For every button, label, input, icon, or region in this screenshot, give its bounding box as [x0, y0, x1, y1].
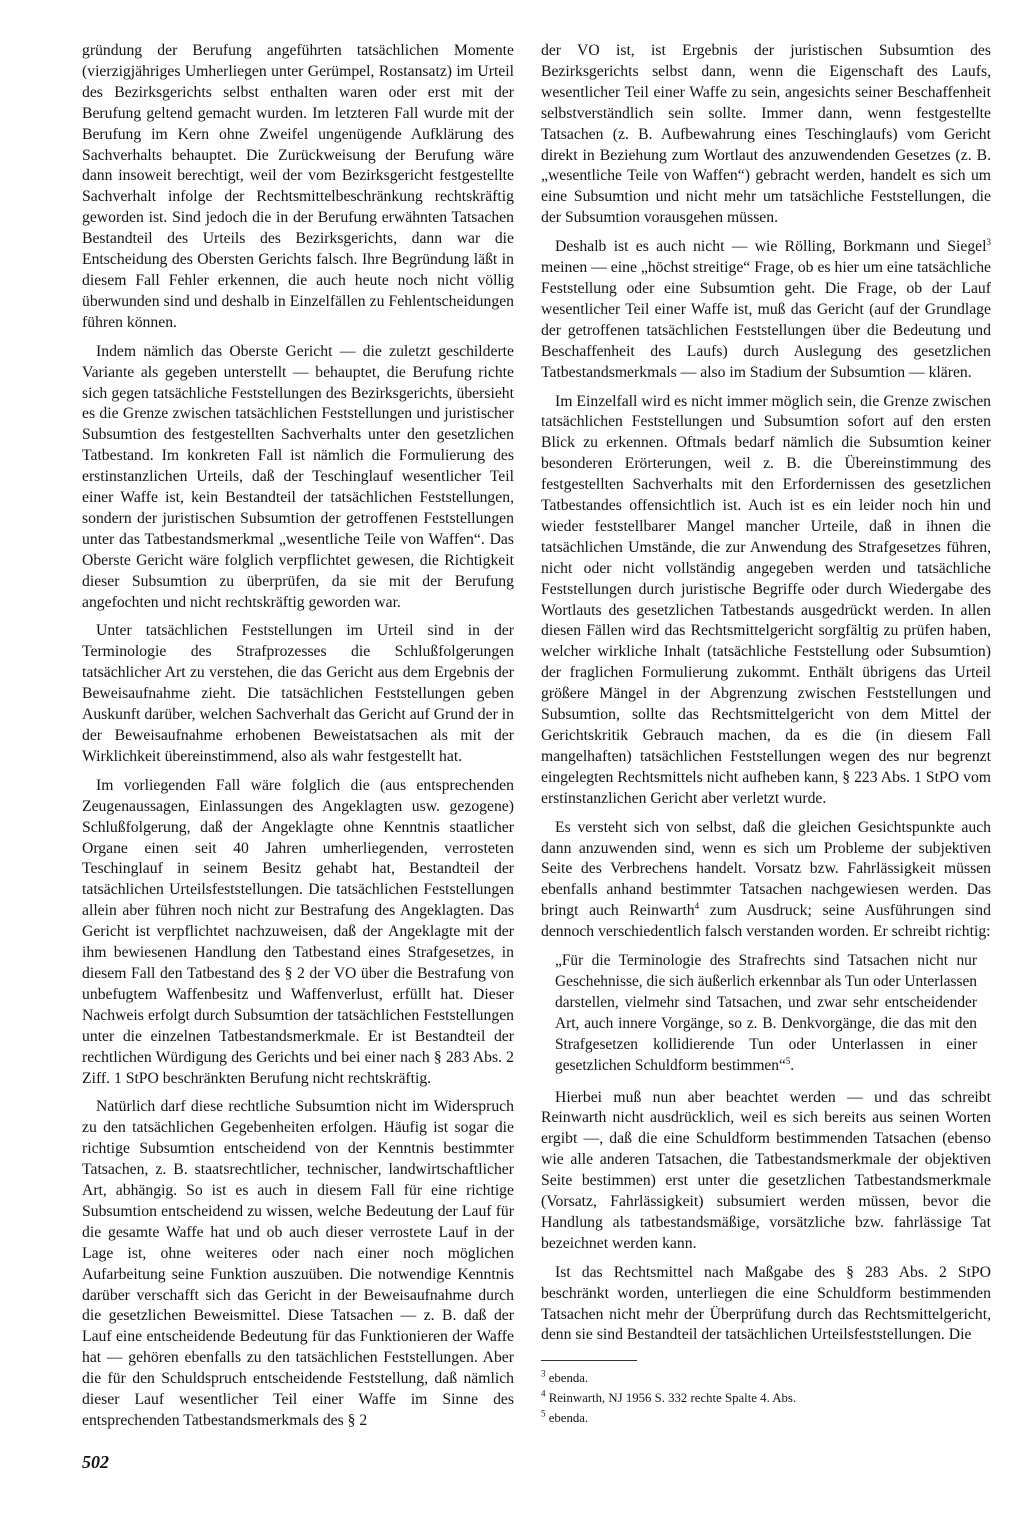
paragraph-text: zum Ausdruck; seine Ausführungen sind dennoch verschiedentlich falsch verstanden worden. Er schreibt richtig: — [541, 902, 991, 941]
paragraph-text: Es versteht sich von selbst, daß die gleichen Gesichtspunkte auch dann anzuwenden sind, wenn es sich um Probleme der subjektiven Seite des Verbrechens handelt. Vorsatz bzw. Fahrlässigkeit müssen ebenfalls anhand bestimmter Tatsachen nachgewiesen werden. Das bringt auch Reinwarth — [541, 818, 991, 920]
quote-text: „Für die Terminologie des Strafrechts sind Tatsachen nicht nur Geschehnisse, die sich äußerlich erkennbar als Tun oder Unterlassen darstellen, vielmehr sind Tatsachen, und zwar sehr entscheidender Art, auch innere Vorgänge, so z. B. Denkvorgänge, die das mit den Strafgesetzen kollidierende Tun oder Unterlassen in einer gesetzlichen Schuldform bestimmen“ — [555, 952, 977, 1074]
paragraph: Natürlich darf diese rechtliche Subsumtion nicht im Widerspruch zu den tatsächlichen Gegebenheiten erfolgen. Häufig ist sogar die richtige Subsumtion entscheidend von der Kenntnis bestimmter Tatsachen, z. B. staatsrechtlicher, technischer, landwirtschaftlicher Art, abhängig. So ist es auch in diesem Fall für eine richtige Subsumtion entscheidend zu wissen, welche Bedeutung der Lauf für die gesamte Waffe hat und ob auch dieser verrostete Lauf in der Lage ist, ohne weiteres oder nach einer noch möglichen Aufarbeitung seine Funktion auszuüben. Die notwendige Kenntnis darüber verschafft sich das Gericht in der Beweisaufnahme durch die gesetzlichen Beweismittel. Diese Tatsachen — z. B. daß der Lauf eine entscheidende Bedeutung für das Funktionieren der Waffe hat — gehören ebenfalls zu den tatsächlichen Feststellungen. Aber die für den Schuldspruch entscheidende Feststellung, daß nämlich dieser Lauf wesentlicher Teil einer Waffe im Sinne des entsprechenden Tatbestandsmerkmals des § 2 — [82, 1098, 514, 1429]
footnote-ref[interactable]: 3 — [986, 236, 991, 247]
footnote-text: ebenda. — [548, 1411, 589, 1426]
footnote-number: 4 — [541, 1389, 546, 1400]
paragraph-text: meinen — eine „höchst streitige“ Frage, ob es hier um eine tatsächliche Feststellung oder eine Subsumtion geht. Die Frage, ob der Lauf wesentlicher Teil einer Waffe ist, muß das Gericht (auf der Grundlage der getroffenen tatsächlichen Feststellungen über die Bedeutung und Beschaffenheit des Laufs) durch Auslegung des gesetzlichen Tatbestandsmerkmals — also im Stadium der Subsumtion — klären. — [541, 259, 991, 381]
paragraph: gründung der Berufung angeführten tatsächlichen Momente (vierzigjähriges Umherliegen unter Gerümpel, Rostansatz) im Urteil des Bezirksgerichts selbst enthalten waren oder erst mit der Berufung geltend gemacht wurden. Im letzteren Fall wurde mit der Berufung im Kern ohne Zweifel ungenügende Aufklärung des Sachverhalts behauptet. Die Zurückweisung der Berufung wäre dann insoweit berechtigt, weil der vom Bezirksgericht festgestellte Sachverhalt infolge der Rechtsmittelbeschränkung rechtskräftig geworden ist. Sind jedoch die in der Berufung erwähnten Tatsachen Bestandteil des Urteils des Bezirksgerichts, dann war die Entscheidung des Obersten Gerichts falsch. Ihre Begründung läßt in diesem Fall Fehler erkennen, die auch heute noch nicht völlig überwunden sind und deshalb in Einzelfällen zu Fehlentscheidungen führen können. — [82, 42, 514, 331]
page-number: 502 — [82, 1452, 109, 1472]
footnote — [541, 1388, 991, 1408]
footnote — [541, 1408, 991, 1428]
paragraph: Ist das Rechtsmittel nach Maßgabe des § 283 Abs. 2 StPO beschränkt worden, unterliegen die eine Schuldform bestimmenden Tatsachen nicht mehr der Überprüfung durch das Rechtsmittelgericht, denn sie sind Bestandteil der tatsächlichen Urteilsfeststellungen. Die — [541, 1263, 991, 1344]
footnote-text: ebenda. — [548, 1371, 589, 1386]
left-column — [82, 41, 514, 1440]
footnote-number: 3 — [541, 1369, 546, 1380]
paragraph: der VO ist, ist Ergebnis der juristischen Subsumtion des Bezirksgerichts selbst dann, wenn die Eigenschaft des Laufs, wesentlicher Teil einer Waffe zu sein, angesichts seiner Beschaffenheit selbstverständlich sein sollte. Immer dann, wenn festgestellte Tatsachen (z. B. Aufbewahrung eines Teschinglaufs) vom Gericht direkt in Beziehung zum Wortlaut des anzuwendenden Gesetzes (z. B. „wesentliche Teile von Waffen“) gebracht werden, handelt es sich um eine Subsumtion und nicht mehr um tatsächliche Feststellungen, die der Subsumtion vorausgehen müssen. — [541, 42, 991, 227]
footnote-ref[interactable]: 4 — [694, 901, 700, 912]
paragraph: Im Einzelfall wird es nicht immer möglich sein, die Grenze zwischen tatsächlichen Feststellungen und Subsumtion sofort auf den ersten Blick zu erkennen. Oftmals bedarf nämlich die Subsumtion keiner besonderen Erörterungen, weil z. B. die Übereinstimmung des festgestellten Sachverhalts mit den Erfordernissen des gesetzlichen Tatbestandes offensichtlich ist. Auch ist es ein leider noch hin und wieder feststellbarer Mangel mancher Urteile, daß in ihnen die tatsächlichen Umstände, die zur Anwendung des Strafgesetzes führen, nicht oder nicht vollständig angegeben werden und tatsächliche Feststellungen durch juristische Begriffe oder durch Wiedergabe des Wortlauts des gesetzlichen Tatbestands ausgedrückt werden. In allen diesen Fällen wird das Rechtsmittelgericht sorgfältig zu prüfen haben, welcher wirkliche Inhalt (tatsächliche Feststellung oder Subsumtion) der fraglichen Formulierung zukommt. Enthält übrigens das Urteil größere Mängel in der Abgrenzung zwischen Feststellungen und Subsumtion, sollte das Rechtsmittelgericht von dem Mittel der Gerichtskritik Gebrauch machen, da es die (in diesem Fall mangelhaften) tatsächlichen Feststellungen wegen des nur begrenzt eingelegten Rechtsmittels nicht aufheben kann, § 223 Abs. 1 StPO vom erstinstanzlichen Gericht aber verletzt wurde. — [541, 392, 991, 807]
quote-end: . — [790, 1056, 795, 1074]
paragraph: Unter tatsächlichen Feststellungen im Urteil sind in der Terminologie des Strafprozesses die Schlußfolgerungen tatsächlicher Art zu verstehen, die das Gericht aus dem Ergebnis der Beweisaufnahme zieht. Die tatsächlichen Feststellungen geben Auskunft darüber, welchen Sachverhalt das Gericht auf Grund der in der Beweisaufnahme erhobenen Beweistatsachen als mit der Wirklichkeit übereinstimmend, also als wahr festgestellt hat. — [82, 622, 514, 765]
paragraph: Hierbei muß nun aber beachtet werden — und das schreibt Reinwarth nicht ausdrücklich, weil es sich bereits aus seinen Worten ergibt —, daß die eine Schuldform bestimmenden Tatsachen (ebenso wie alle anderen Tatsachen, die Tatbestandsmerkmale der objektiven Seite bestimmen) erst unter die gesetzlichen Tatbestandsmerkmale (Vorsatz, Fahrlässigkeit) subsumiert werden müssen, bevor die Handlung als tatbestandsmäßige, vorsätzliche bzw. fahrlässige Tat bezeichnet werden kann. — [541, 1088, 991, 1252]
paragraph: Im vorliegenden Fall wäre folglich die (aus entsprechenden Zeugenaussagen, Einlassungen des Angeklagten usw. gezogene) Schlußfolgerung, daß der Angeklagte ohne Kenntnis staatlicher Organe einen seit 40 Jahren umherliegenden, verrosteten Teschinglauf in seinem Besitz gehabt hat, Bestandteil der tatsächlichen Urteilsfeststellungen. Die tatsächlichen Feststellungen allein aber führen noch nicht zur Bestrafung des Angeklagten. Das Gericht ist verpflichtet nachzuweisen, daß der Angeklagte mit der ihm bewiesenen Handlung den Tatbestand eines Strafgesetzes, in diesem Fall den Tatbestand des § 2 der VO über die Bestrafung von unbefugtem Waffenbesitz und Waffenverlust, erfüllt hat. Dieser Nachweis erfolgt durch Subsumtion der tatsächlichen Feststellungen unter die einzelnen Tatbestandsmerkmale. Er ist Bestandteil der rechtlichen Würdigung des Gerichts und bei einer nach § 283 Abs. 2 Ziff. 1 StPO beschränkten Berufung nicht rechtskräftig. — [82, 776, 514, 1087]
right-column — [541, 41, 991, 1428]
paragraph — [541, 818, 991, 943]
paragraph — [541, 237, 991, 383]
footnote-text: Reinwarth, NJ 1956 S. 332 rechte Spalte 4. Abs. — [548, 1391, 797, 1406]
paragraph-text: Deshalb ist es auch nicht — wie Rölling, Borkmann und Siegel — [555, 238, 987, 256]
footnote-divider — [541, 1360, 637, 1361]
footnote-number: 5 — [541, 1409, 546, 1420]
footnote-ref[interactable]: 5 — [785, 1055, 791, 1066]
paragraph: Indem nämlich das Oberste Gericht — die zuletzt geschilderte Variante als gegeben unterstellt — behauptet, die Berufung richte sich gegen tatsächliche Feststellungen des Bezirksgerichts, übersieht es die Grenze zwischen tatsächlichen Feststellungen und juristischer Subsumtion des festgestellten Sachverhalts unter den gesetzlichen Tatbestand. Im konkreten Fall ist nämlich die Formulierung des erstinstanzlichen Urteils, daß der Teschinglauf wesentlicher Teil einer Waffe ist, kein Bestandteil der tatsächlichen Feststellungen, sondern der juristischen Subsumtion der getroffenen Feststellungen unter das Tatbestandsmerkmal „wesentliche Teile von Waffen“. Das Oberste Gericht wäre folglich verpflichtet gewesen, die Richtigkeit dieser Subsumtion zu überprüfen, da sie mit der Berufung angefochten und nicht rechtskräftig geworden war. — [82, 342, 514, 611]
footnote — [541, 1368, 991, 1388]
block-quote — [541, 951, 991, 1076]
